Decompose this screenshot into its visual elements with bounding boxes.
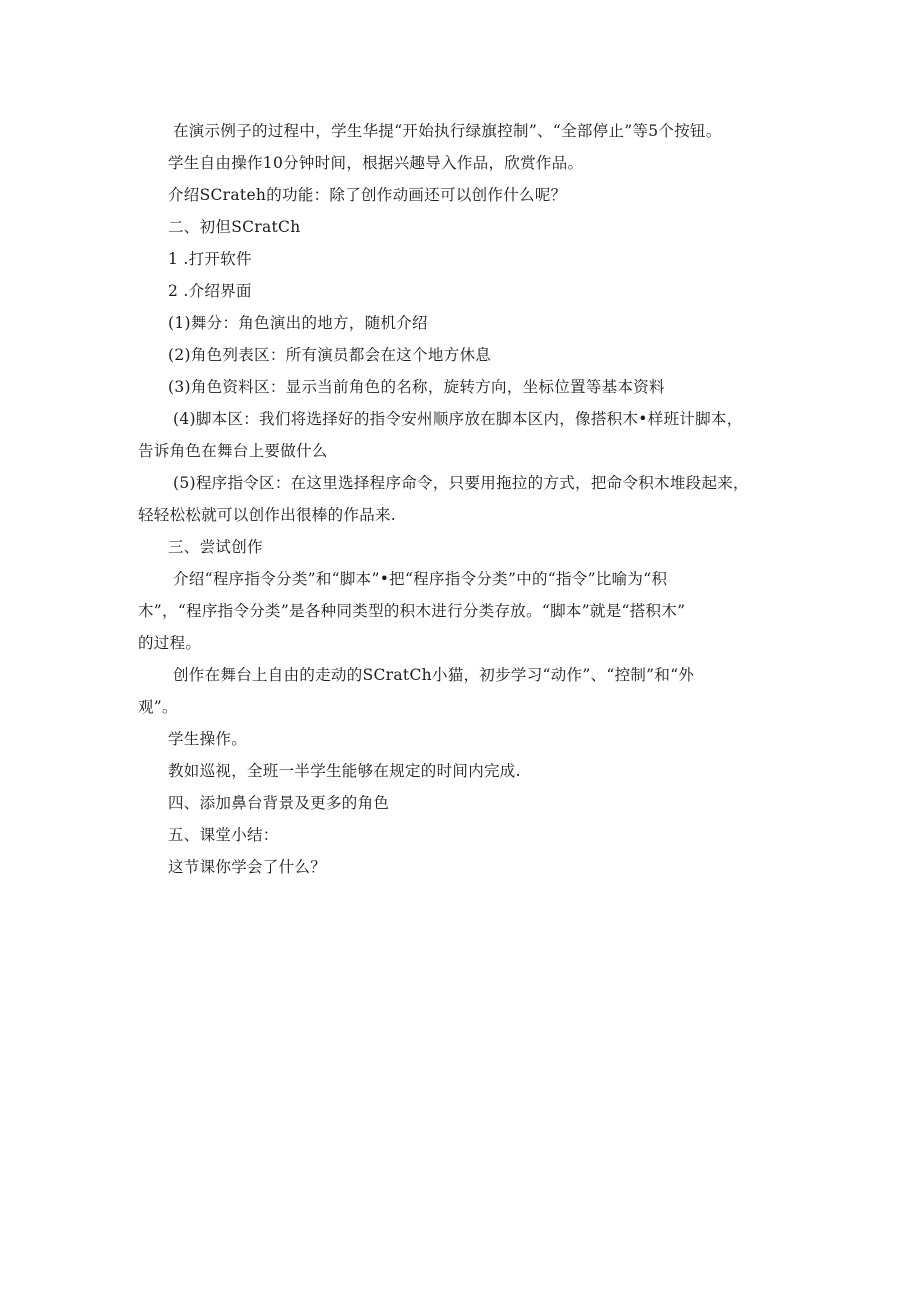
heading-section-5: 五、课堂小结： — [168, 826, 279, 844]
list-item-sprite-list: (2)角色列表区：所有演员都会在这个地方休息 — [168, 346, 492, 364]
paragraph-create-cat-cont: 观”。 — [138, 698, 178, 716]
list-item-script-area-cont: 告诉角色在舞台上要做什么 — [138, 442, 328, 460]
list-item-stage: (1)舞分：角色演出的地方，随机介绍 — [168, 314, 428, 332]
paragraph-introduce-categories: 介绍“程序指令分类”和“脚本”•把“程序指令分类”中的“指令”比喻为“积 — [173, 570, 668, 588]
list-item-introduce-interface: 2 .介绍界面 — [168, 282, 252, 300]
list-item-script-area: (4)脚本区：我们将选择好的指令安州顺序放在脚本区内，像搭积木•样班计脚本， — [173, 410, 743, 428]
paragraph-free-operation: 学生自由操作10分钟时间，根据兴趣导入作品，欣赏作品。 — [168, 154, 584, 172]
heading-section-3: 三、尝试创作 — [168, 538, 263, 556]
list-item-command-area-cont: 轻轻松松就可以创作出很棒的作品来. — [138, 506, 397, 524]
paragraph-introduce-categories-end: 的过程。 — [138, 634, 202, 652]
paragraph-introduce-categories-cont: 木”，“程序指令分类”是各种同类型的积木进行分类存放。“脚本”就是“搭积木” — [138, 602, 686, 620]
heading-section-4: 四、添加鼻台背景及更多的角色 — [168, 794, 390, 812]
paragraph-teacher-patrol: 教如巡视，全班一半学生能够在规定的时间内完成. — [168, 762, 521, 780]
paragraph-demo-buttons: 在演示例子的过程中，学生华提“开始执行绿旗控制”、“全部停止”等5个按钮。 — [173, 122, 722, 140]
heading-section-2: 二、初但SCratCh — [168, 218, 301, 236]
list-item-sprite-info: (3)角色资料区：显示当前角色的名称，旋转方向，坐标位置等基本资料 — [168, 378, 665, 396]
list-item-command-area: (5)程序指令区：在这里选择程序命令，只要用拖拉的方式，把命令积木堆段起来， — [173, 474, 749, 492]
paragraph-create-cat: 创作在舞台上自由的走动的SCratCh小猫，初步学习“动作”、“控制”和“外 — [173, 666, 695, 684]
paragraph-scratch-function: 介绍SCrateh的功能：除了创作动画还可以创作什么呢？ — [168, 186, 567, 204]
list-item-open-software: 1 .打开软件 — [168, 250, 252, 268]
paragraph-summary-question: 这节课你学会了什么？ — [168, 858, 327, 876]
paragraph-student-operation: 学生操作。 — [168, 730, 248, 748]
